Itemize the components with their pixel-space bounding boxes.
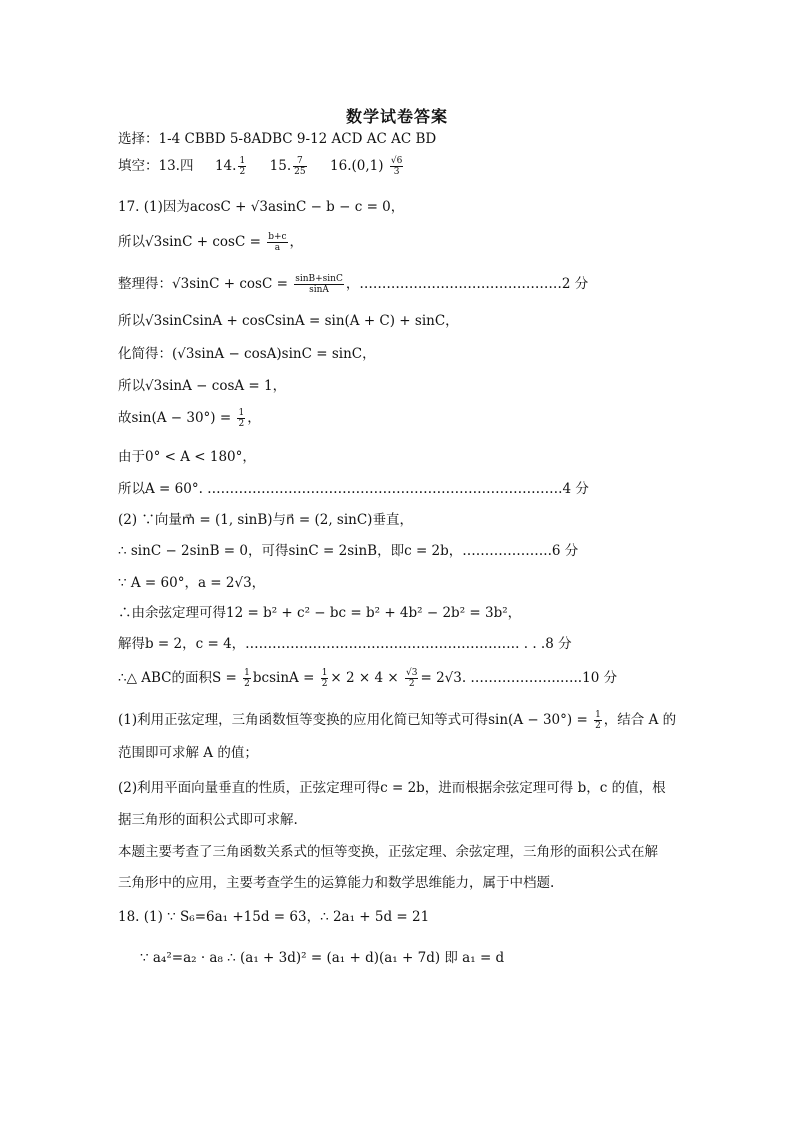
fraction: $\frac{√3}{2}$: [406, 668, 418, 689]
q17-line-1: 17. (1)因为acosC + √3asinC − b − c = 0，: [118, 199, 405, 215]
fraction: $\frac{√6}{3}$: [390, 156, 403, 177]
q17-line-6: 所以√3sinA − cosA = 1，: [118, 378, 287, 394]
q17-line-12: ∵ A = 60°，a = 2√3，: [118, 575, 266, 591]
q17-summary-2: 三角形中的应用，主要考查学生的运算能力和数学思维能力，属于中档题.: [118, 875, 555, 891]
fraction: $\frac{1}{2}$: [595, 710, 601, 731]
q17-explanation-3: (2)利用平面向量垂直的性质，正弦定理可得c = 2b，进而根据余弦定理可得 b，c 的值，根: [118, 780, 666, 796]
q17-summary-1: 本题主要考查了三角函数关系式的恒等变换，正弦定理、余弦定理，三角形的面积公式在解: [118, 844, 658, 860]
fraction: $\frac{1}{2}$: [238, 408, 245, 429]
q17-line-8: 由于0° < A < 180°，: [118, 449, 256, 465]
q17-line-9: 所以A = 60°. …………………………………………………………………….4 分: [118, 481, 589, 497]
q18-line-2: ∵ a₄²=a₂ · a₈ ∴ (a₁ + 3d)² = (a₁ + d)(a₁ + 7d) 即 a₁ = d: [140, 950, 505, 966]
q18-line-1: 18. (1) ∵ S₆=6a₁ +15d = 63，∴ 2a₁ + 5d = 21: [118, 909, 430, 925]
q17-line-3: 整理得：√3sinC + cosC = $\frac{\sin B+\sin C}{\sin A}$ ，………………………………………2 分: [118, 274, 589, 295]
q17-explanation-1: (1)利用正弦定理，三角函数恒等变换的应用化简已知等式可得sin(A − 30°) = $\frac{1}{2}$ ，结合 A 的: [118, 710, 677, 731]
fraction: $\frac{\sin B+\sin C}{\sin A}$: [295, 274, 343, 295]
q17-line-13: ∴由余弦定理可得12 = b² + c² − bc = b² + 4b² − 2b² = 3b²，: [118, 605, 522, 621]
fraction: $\frac{7}{25}$: [294, 156, 306, 177]
fraction: $\frac{1}{2}$: [239, 156, 246, 177]
q17-line-15: ∴△ ABC的面积S = $\frac{1}{2}$ bcsinA = $\frac{1}{2}$ × 2 × 4 × $\frac{√3}{2}$ = 2√3. ………………..…..10 分: [118, 668, 618, 689]
q17-line-10: (2) ∵向量m⃗ = (1, sinB)与n⃗ = (2, sinC)垂直，: [118, 512, 413, 528]
q17-line-11: ∴ sinC − 2sinB = 0，可得sinC = 2sinB，即c = 2b，………………..6 分: [118, 543, 579, 559]
q17-line-4: 所以√3sinCsinA + cosCsinA = sin(A + C) + sinC，: [118, 313, 459, 329]
choice-answers: 选择：1-4 CBBD 5-8ADBC 9-12 ACD AC AC BD: [118, 131, 437, 147]
fraction: $\frac{b+c}{a}$: [268, 232, 287, 253]
q17-line-2: 所以√3sinC + cosC = $\frac{b+c}{a}$ ，: [118, 232, 304, 253]
q17-line-7: 故sin(A − 30°) = $\frac{1}{2}$ ，: [118, 408, 261, 429]
q17-line-5: 化简得：(√3sinA − cosA)sinC = sinC，: [118, 346, 376, 362]
fraction: $\frac{1}{2}$: [244, 668, 250, 689]
q17-line-14: 解得b = 2，c = 4，……………………………………………………. . . .8 分: [118, 636, 572, 652]
q17-explanation-4: 据三角形的面积公式即可求解.: [118, 812, 298, 828]
fill-answers: 填空：13.四 14. $\frac{1}{2}$ 15. $\frac{7}{25}$ 16.(0,1) $\frac{√6}{3}$: [118, 156, 403, 177]
fraction: $\frac{1}{2}$: [321, 668, 328, 689]
page-title: 数学试卷答案: [345, 107, 448, 126]
q17-explanation-2: 范围即可求解 A 的值；: [118, 745, 258, 761]
